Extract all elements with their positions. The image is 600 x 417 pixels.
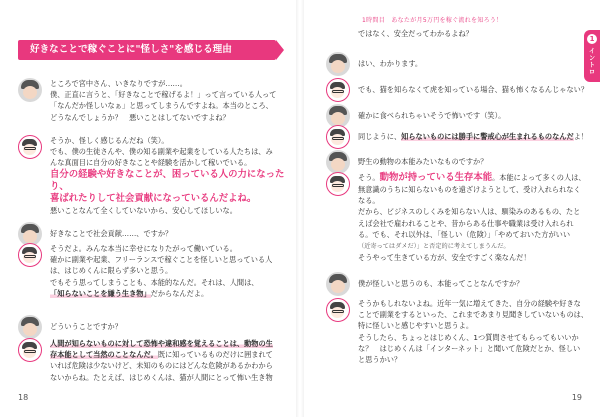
section-heading: 好きなことで稼ぐことに"怪しさ"を感じる理由 [18,40,276,60]
right-page [304,0,600,417]
dialogue-text: そうだよ。みんな本当に幸せになりたがって働いている。 確かに副業や起業、フリーランスで稼ぐことを怪しいと思っている人 は、はじめくんに限らず多いと思う。 でもそう思ってしまうことも、本能的なんだ。それは、人間は、 「知らないことを嫌う生き物」だからなんだよ。 [50,244,273,298]
dialogue-text: ではなく、安全だってわかるよね？ [358,29,473,38]
underlined-text: 知らないものには勝手に警戒心が生まれるものなんだ [401,132,574,141]
teacher-avatar-icon [326,172,350,196]
dialogue-block [326,150,487,174]
teacher-avatar-icon [326,125,350,149]
dialogue-text: 好きなことで社会貢献……、ですか？ [50,229,173,238]
dialogue-text: そうかもしれないよね。近年一気に増えてきた、自分の経験や好きな ことで副業をするといった、これまであまり見聞きしていないものは、 特に怪しいと感じやすいと思うよ。 そうしたら、ちょっとはじめくん、1つ質問させてもらってもいいか な？ はじめくんは「インターネット」と聞いて危険だとか、怪しい と思うかい？ [358,299,589,365]
running-header: 1時間目 あなたが月5万円を稼ぐ流れを知ろう！ [362,17,503,24]
dialogue-block [326,28,473,39]
dialogue-text: そう。動物が持っている生存本能。本能によって多くの人は、 無意識のうちに知らないものを遠ざけようとして、受け入れられなく なる。 だから、ビジネスのしくみを知らない人は、馴染みのあるもの、たと えば会社で雇われることや、昔からある仕事や職業は受け入れられ る。でも、それ以外は、「怪しい（危険）」「やめておいた方がいい （近寄ってはダメだ）」と否定的に考えてしまうんだ。 そうやって生きている方が、安全ですごく楽なんだ！ [358,172,586,263]
teacher-avatar-icon [18,338,42,362]
dialogue-block [326,125,588,149]
teacher-avatar-icon [326,78,350,102]
student-avatar-icon [326,52,350,76]
dialogue-text: 同じように、知らないものには勝手に警戒心が生まれるものなんだよ！ [358,132,589,141]
student-avatar-icon [326,272,350,296]
page-number: 18 [18,393,29,402]
dialogue-block [326,78,588,102]
dialogue-text: どういうことですか？ [50,322,122,331]
chapter-tab [584,30,600,82]
chapter-number: 1 [587,34,597,44]
dialogue-block [18,338,273,383]
book-gutter [296,0,304,417]
dialogue-block [18,135,296,216]
student-avatar-icon [18,78,42,102]
emphasis-text: 動物が持っている生存本能 [379,172,493,183]
dialogue-text: でも、猫を知らなくて虎を知っている場合、猫も怖くなるんじゃない？ [358,85,589,94]
dialogue-block [18,78,276,123]
dialogue-text: 僕が怪しいと思うのも、本能ってことなんですか？ [358,279,524,288]
dialogue-text: 確かに食べられちゃいそうで怖いです（笑）。 [358,111,506,120]
left-page [0,0,296,417]
dialogue-text: ところで宮中さん、いきなりですが……。 僕、正直に言うと、「好きなことで稼げるよ！」って言っている人って 「なんだか怪しいなぁ」と思ってしまうんですよね。本当のところ、 どうなんでしょうか？ 悪いことはしてないですよね？ [50,79,277,122]
emphasis-text: 喜ばれたりして社会貢献になっているんだよね。 [50,192,257,204]
dialogue-block [326,298,588,365]
dialogue-block [18,315,122,339]
teacher-avatar-icon [18,243,42,267]
dialogue-block [326,52,422,76]
teacher-avatar-icon [18,135,42,159]
student-avatar-icon [326,150,350,174]
chapter-label: イントロ [588,48,595,76]
dialogue-block [18,243,272,299]
dialogue-text: はい、わかります。 [358,59,423,68]
dialogue-block [326,272,523,296]
underlined-text: 「知らないことを嫌う生き物」 [50,288,151,298]
dialogue-block [326,172,586,263]
student-avatar-icon [18,315,42,339]
dialogue-text: そうか、怪しく感じるんだね（笑）。 でも、僕の生徒さんや、僕の知る副業や起業をしている人たちは、み んな真面目に自分の好きなことや経験を活かして稼いでいる。 自分の経験や好きなことが、困っている人の力になったり、 喜ばれたりして社会貢献になっているんだよね。 悪いことなんて全くしていないから、安心してほしいな。 [50,136,285,215]
emphasis-text: 自分の経験や好きなことが、困っている人の力になったり、 [50,168,285,192]
page-number: 19 [571,393,582,402]
teacher-avatar-icon [326,298,350,322]
dialogue-text: 野生の動物の本能みたいなものですか？ [358,157,488,166]
dialogue-text: 人間が知らないものに対して恐怖や違和感を覚えることは、動物の生 存本能として当然のことなんだ。既に知っているものだけに囲まれて いれば危険は少ないけど、未知のものにはどんな危険があるかわから ないからね。たとえば、はじめくんは、猫が人間にとって怖い生き物 [50,339,273,382]
